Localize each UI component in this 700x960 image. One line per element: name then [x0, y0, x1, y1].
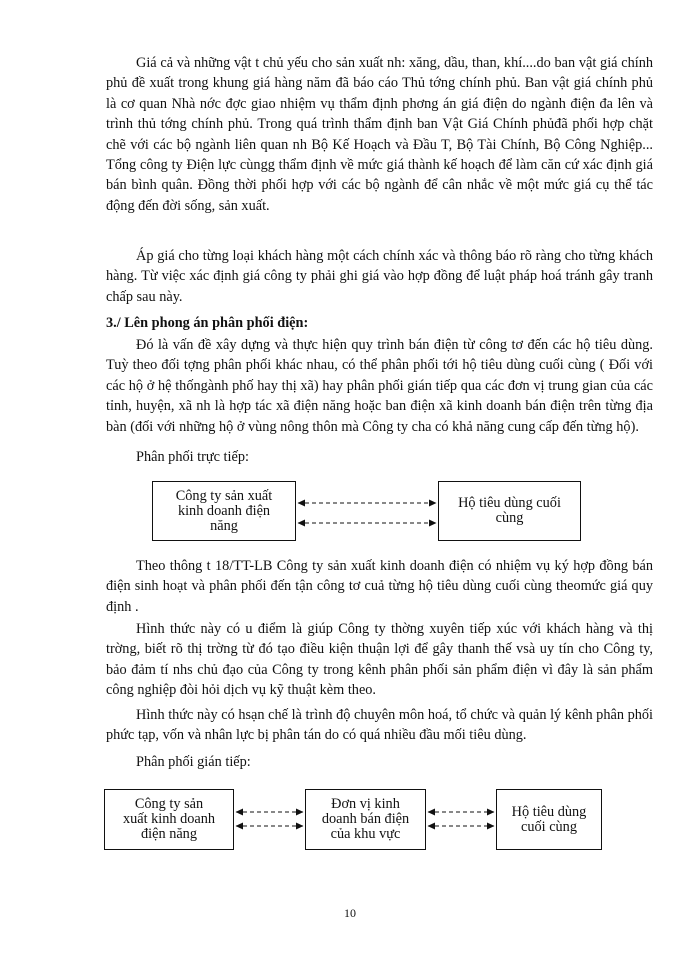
- direct-box-producer-line2: kinh doanh điện: [177, 502, 271, 519]
- page-number: 10: [344, 906, 356, 920]
- paragraph-circular: Theo thông t 18/TT-LB Công ty sản xuất kinh doanh điện có nhiệm vụ ký hợp đồng bán điện sinh hoạt và phân phối đến tận công tơ cuả từng hộ tiêu dùng cuối cùng theomức giá quy định .: [106, 558, 653, 615]
- section-heading: 3./ Lên phong án phân phối điện:: [106, 315, 309, 331]
- direct-box-producer-line3: năng: [210, 517, 238, 534]
- indirect-distribution-label: Phân phối gián tiếp:: [136, 754, 251, 770]
- direct-distribution-label: Phân phối trực tiếp:: [136, 449, 249, 465]
- indirect-box-producer-line3: điện năng: [141, 826, 197, 842]
- indirect-box-intermediary-line1: Đơn vị kinh: [331, 796, 400, 812]
- direct-box-producer-line1: Công ty sản xuất: [175, 487, 273, 504]
- indirect-box-consumer-line1: Hộ tiêu dùng: [511, 803, 587, 820]
- paragraph-advantages: Hình thức này có u điểm là giúp Công ty thờng xuyên tiếp xúc với khách hàng và thị trờng, biết rõ thị trờng từ đó tạo điều kiện thuận lợi để gây thanh thế vsà uy tín cho Công ty, bảo đảm tí nhs chủ đạo của Công ty trong kênh phân phối sản phẩm điện vì đây là sản phẩm công nghiệp đòi hỏi dịch vụ kỹ thuật kèm theo.: [106, 621, 653, 699]
- paragraph-price-application: Áp giá cho từng loại khách hàng một cách chính xác và thông báo rõ ràng cho từng khách hàng. Từ việc xác định giá công ty phải ghi giá vào hợp đồng để luật pháp hoá tránh gây tranh chấp sau này.: [106, 248, 653, 305]
- paragraph-price-approval: Giá cả và những vật t chủ yếu cho sản xuất nh: xăng, dầu, than, khí....do ban vật giá chính phủ đề xuất trong khung giá hàng năm đã báo cáo Thủ tớng chính phủ. Ban vật giá chính phủ là cơ quan Nhà nớc đợc giao nhiệm vụ thẩm định phơng án giá điện do ngành điện đa lên và trình thủ tớng chính phủ. Trong quá trình thẩm định ban Vật Giá Chính phủđã phối hợp chặt chẽ với các bộ ngành liên quan nh Bộ Kế Hoạch và Đầu T, Bộ Tài Chính, Bộ Công Nghiệp... Tổng công ty Điện lực cùngg thẩm định về mức giá thành kế hoạch để làm căn cứ xác định giá bán bình quân. Đồng thời phối hợp với các bộ ngành để cân nhắc về một mức giá cụ thể tác động đến đời sống, sản xuất.: [106, 55, 653, 214]
- direct-box-consumer-line1: Hộ tiêu dùng cuối: [458, 495, 561, 511]
- paragraph-limitations: Hình thức này có hsạn chế là trình độ chuyên môn hoá, tổ chức và quản lý kênh phân phối phức tạp, vốn và nhân lực bị phân tán do có quá nhiều đầu mối tiêu dùng.: [106, 707, 653, 744]
- indirect-box-producer-line2: xuất kinh doanh: [122, 811, 216, 827]
- indirect-box-producer-line1: Công ty sản: [134, 796, 204, 812]
- direct-box-consumer-line2: cùng: [495, 510, 524, 526]
- paragraph-distribution-intro: Đó là vấn đề xây dựng và thực hiện quy trình bán điện từ công tơ đến các hộ tiêu dùng. Tuỳ theo đối tợng phân phối khác nhau, có thể phân phối tới hộ tiêu dùng cuối cùng ( Đối với các hộ ở hệ thốngành phố hay thị xã) hay phân phối gián tiếp qua các đơn vị trung gian của các tỉnh, huyện, xã nh là hợp tác xã điện năng hoặc ban điện xã kinh doanh bán điện trên từng địa bàn (đối với những hộ ở vùng nông thôn mà Công ty cha có khả năng cung cấp đến từng hộ).: [106, 337, 653, 435]
- indirect-box-intermediary-line2: doanh bán điện: [321, 811, 410, 827]
- indirect-box-intermediary-line3: của khu vực: [330, 826, 401, 842]
- indirect-box-consumer-line2: cuối cùng: [521, 818, 577, 835]
